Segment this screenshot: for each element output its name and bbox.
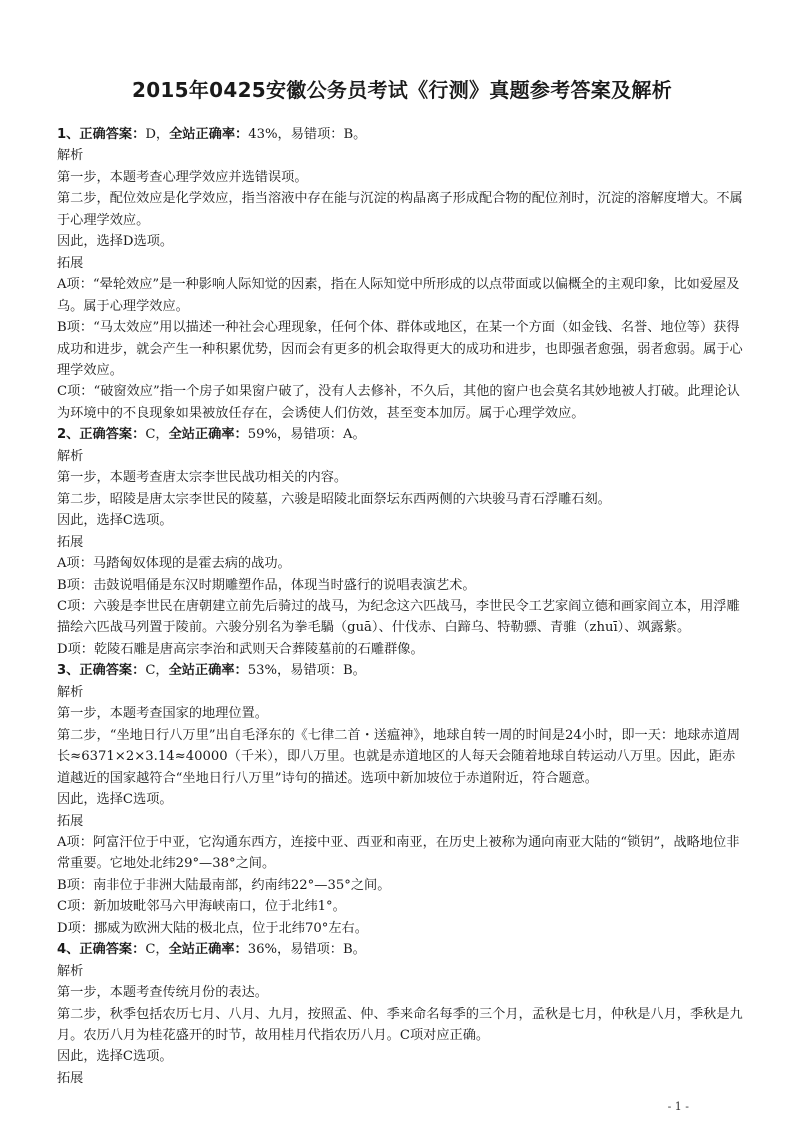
question-header [57,660,747,681]
analysis-heading: 解析 [57,448,84,464]
accuracy-value: 36%，易错项：B。 [247,942,366,958]
question-header [57,124,747,145]
extension-paragraph: C项：“破窗效应”指一个房子如果窗户破了，没有人去修补，不久后，其他的窗户也会莫名其妙地被人打破。此理论认为环境中的不良现象如果被放任存在，会诱使人们仿效，甚至变本加厉。属于心理学效应。 [57,384,740,421]
extension-heading: 拓展 [57,813,84,829]
question-number: 1、 [57,127,80,142]
analysis-paragraph: 因此，选择C选项。 [57,792,173,808]
extension-paragraph: D项：乾陵石雕是唐高宗李治和武则天合葬陵墓前的石雕群像。 [57,641,424,657]
question-block [57,660,747,939]
answer-label: 正确答案： [79,427,146,443]
answer-value: C， [145,663,169,679]
question-number: 3、 [57,663,80,679]
question-header [57,424,747,445]
extension-paragraph: C项：六骏是李世民在唐朝建立前先后骑过的战马，为纪念这六匹战马，李世民令工艺家阎立德和画家阎立本，用浮雕描绘六匹战马列置于陵前。六骏分别名为拳毛騧（guā）、什伐赤、白蹄乌、特勒骠、青骓（zhuī）、飒露紫。 [57,598,740,636]
question-number: 2、 [57,427,80,443]
extension-paragraph: C项：新加坡毗邻马六甲海峡南口，位于北纬1°。 [57,899,346,915]
analysis-paragraph: 因此，选择C选项。 [57,1049,173,1065]
analysis-paragraph: 第二步，昭陵是唐太宗李世民的陵墓，六骏是昭陵北面祭坛东西两侧的六块骏马青石浮雕石刻。 [57,491,611,507]
answer-value: C， [145,427,169,443]
page-number: - 1 - [667,1100,689,1113]
extension-heading: 拓展 [57,255,84,271]
extension-paragraph: A项：阿富汗位于中亚，它沟通东西方，连接中亚、西亚和南亚，在历史上被称为通向南亚大陆的“锁钥”，战略地位非常重要。它地处北纬29°—38°之间。 [57,834,740,872]
analysis-paragraph: 第一步，本题考查传统月份的表达。 [57,985,268,1001]
accuracy-value: 53%，易错项：B。 [247,663,366,679]
answer-value: C， [145,942,169,958]
question-header [57,939,747,960]
analysis-paragraph: 因此，选择D选项。 [57,234,174,250]
analysis-heading: 解析 [57,963,84,979]
extension-paragraph: A项：“晕轮效应”是一种影响人际知觉的因素，指在人际知觉中所形成的以点带面或以偏概全的主观印象，比如爱屋及乌。属于心理学效应。 [57,277,740,314]
analysis-paragraph: 第二步，秋季包括农历七月、八月、九月，按照孟、仲、季来命名每季的三个月，孟秋是七月，仲秋是八月，季秋是九月。农历八月为桂花盛开的时节，故用桂月代指农历八月。C项对应正确。 [57,1006,743,1044]
accuracy-value: 43%，易错项：B。 [248,127,367,142]
analysis-paragraph: 第二步，配位效应是化学效应，指当溶液中存在能与沉淀的构晶离子形成配合物的配位剂时，沉淀的溶解度增大。不属于心理学效应。 [57,191,743,228]
question-block [57,124,747,424]
question-block [57,939,747,1089]
extension-paragraph: A项：马踏匈奴体现的是霍去病的战功。 [57,556,291,572]
analysis-heading: 解析 [57,148,84,164]
extension-paragraph: B项：击鼓说唱俑是东汉时期雕塑作品，体现当时盛行的说唱表演艺术。 [57,577,476,593]
analysis-heading: 解析 [57,684,84,700]
accuracy-label: 全站正确率： [169,127,249,142]
extension-heading: 拓展 [57,534,84,550]
question-block [57,424,747,660]
question-number: 4、 [57,942,80,958]
answer-content [57,124,747,1089]
document-page [57,0,747,1132]
analysis-paragraph: 第一步，本题考查唐太宗李世民战功相关的内容。 [57,470,348,486]
answer-label: 正确答案： [79,127,146,142]
analysis-paragraph: 第一步，本题考查心理学效应并选错误项。 [57,169,308,185]
extension-paragraph: D项：挪威为欧洲大陆的极北点，位于北纬70°左右。 [57,920,368,936]
answer-label: 正确答案： [79,663,146,679]
accuracy-label: 全站正确率： [168,427,248,443]
analysis-paragraph: 第二步，“坐地日行八万里”出自毛泽东的《七律二首・送瘟神》，地球自转一周的时间是24小时，即一天：地球赤道周长≈6371×2×3.14≈40000（千米），即八万里。也就是赤道地区的人每天会随着地球自转运动八万里。因此，距赤道越近的国家越符合“坐地日行八万里”诗句的描述。选项中新加坡位于赤道附近，符合题意。 [57,727,741,786]
analysis-paragraph: 第一步，本题考查国家的地理位置。 [57,706,268,722]
accuracy-label: 全站正确率： [168,663,248,679]
extension-paragraph: B项：“马太效应”用以描述一种社会心理现象，任何个体、群体或地区，在某一个方面（如金钱、名誉、地位等）获得成功和进步，就会产生一种积累优势，因而会有更多的机会取得更大的成功和进步，也即强者愈强，弱者愈弱。属于心理学效应。 [57,320,743,378]
answer-label: 正确答案： [79,942,146,958]
answer-value: D， [145,127,170,142]
extension-paragraph: B项：南非位于非洲大陆最南部，约南纬22°—35°之间。 [57,877,391,893]
accuracy-value: 59%，易错项：A。 [247,427,366,443]
extension-heading: 拓展 [57,1070,84,1086]
page-title: 2015年0425安徽公务员考试《行测》真题参考答案及解析 [131,78,673,102]
analysis-paragraph: 因此，选择C选项。 [57,513,173,529]
accuracy-label: 全站正确率： [168,942,248,958]
